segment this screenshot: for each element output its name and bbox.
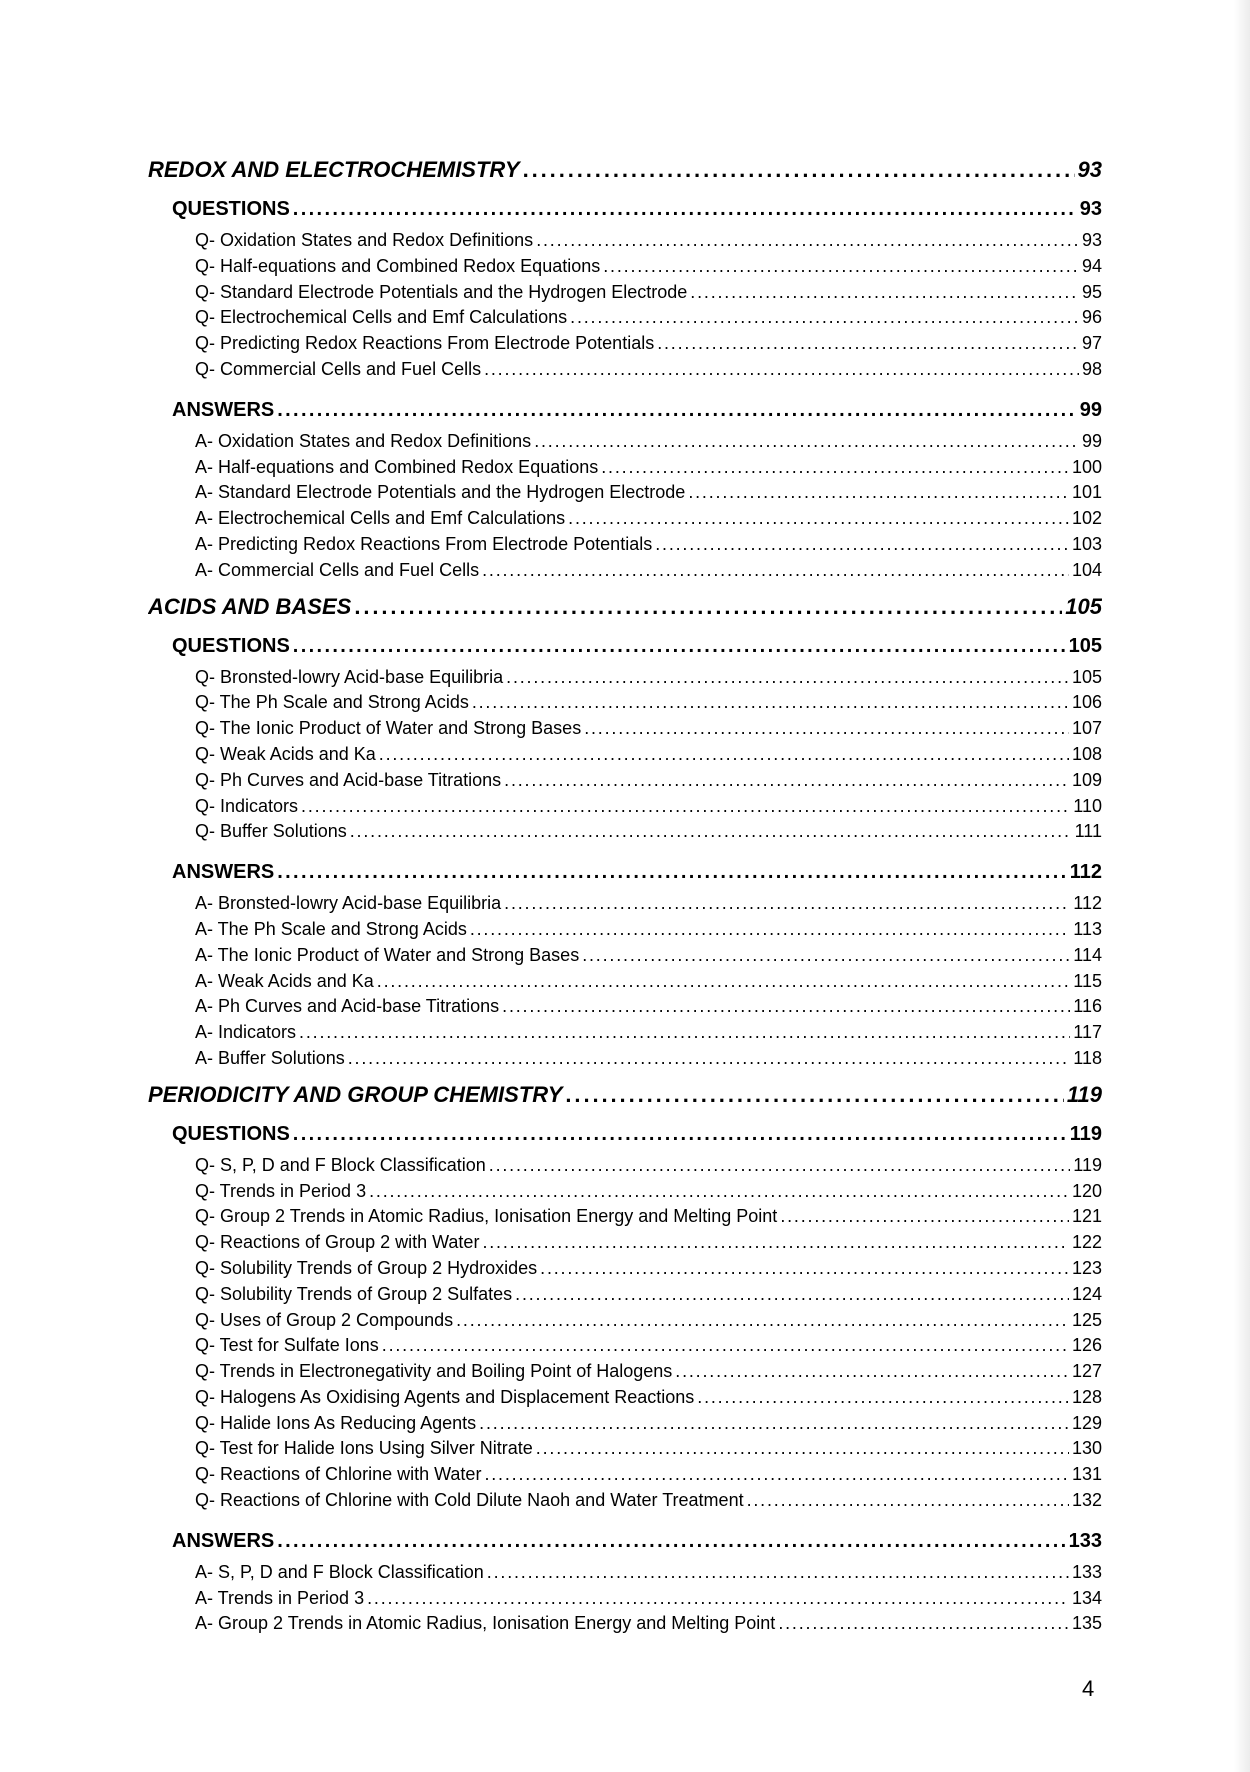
toc-chapter-entry[interactable] — [148, 586, 1102, 627]
toc-item-entry-page: 95 — [1081, 281, 1102, 302]
dot-leader — [690, 280, 1079, 306]
dot-leader — [277, 391, 1077, 429]
toc-item-entry[interactable] — [148, 455, 1102, 481]
toc-item-entry-title: A- Ph Curves and Acid-base Titrations — [195, 996, 500, 1017]
toc-item-entry-title: A- Electrochemical Cells and Emf Calculations — [195, 508, 566, 529]
toc-chapter-entry[interactable] — [148, 1074, 1102, 1115]
dot-leader — [523, 149, 1075, 190]
toc-item-entry-title: Q- Buffer Solutions — [195, 821, 347, 842]
toc-chapter-entry-title: ACIDS AND BASES — [148, 593, 352, 619]
dot-leader — [489, 1153, 1071, 1179]
toc-item-entry-page: 125 — [1071, 1309, 1102, 1330]
toc-item-entry-page: 121 — [1071, 1206, 1102, 1227]
dot-leader — [778, 1611, 1069, 1637]
toc-item-entry-title: Q- Indicators — [195, 795, 299, 816]
toc-item-entry-page: 130 — [1071, 1438, 1102, 1459]
toc-item-entry-page: 109 — [1071, 769, 1102, 790]
toc-item-entry-title: A- Group 2 Trends in Atomic Radius, Ionisation Energy and Melting Point — [195, 1613, 776, 1634]
toc-item-entry-page: 98 — [1081, 358, 1102, 379]
toc-item-entry[interactable] — [148, 331, 1102, 357]
dot-leader — [472, 690, 1069, 716]
toc-item-entry-title: Q- Bronsted-lowry Acid-base Equilibria — [195, 666, 504, 687]
toc-item-entry-title: Q- Commercial Cells and Fuel Cells — [195, 358, 482, 379]
dot-leader — [350, 819, 1072, 845]
toc-item-entry-page: 127 — [1071, 1361, 1102, 1382]
toc-item-entry[interactable] — [148, 1359, 1102, 1385]
toc-item-entry-title: A- Oxidation States and Redox Definitions — [195, 430, 532, 451]
toc-item-entry[interactable] — [148, 742, 1102, 768]
toc-item-entry[interactable] — [148, 943, 1102, 969]
dot-leader — [502, 994, 1070, 1020]
toc-item-entry-title: Q- Solubility Trends of Group 2 Hydroxides — [195, 1257, 538, 1278]
toc-item-entry-title: A- Commercial Cells and Fuel Cells — [195, 559, 480, 580]
dot-leader — [747, 1488, 1069, 1514]
dot-leader — [487, 1560, 1069, 1586]
toc-item-entry[interactable] — [148, 1046, 1102, 1072]
dot-leader — [348, 1046, 1071, 1072]
toc-item-entry-page: 94 — [1081, 255, 1102, 276]
toc-item-entry-page: 97 — [1081, 333, 1102, 354]
dot-leader — [582, 943, 1070, 969]
toc-item-entry-title: A- Bronsted-lowry Acid-base Equilibria — [195, 893, 502, 914]
dot-leader — [568, 506, 1069, 532]
dot-leader — [584, 716, 1069, 742]
toc-item-entry-page: 134 — [1071, 1587, 1102, 1608]
toc-item-entry[interactable] — [148, 1385, 1102, 1411]
toc-item-entry[interactable] — [148, 1308, 1102, 1334]
toc-group-entry-title: ANSWERS — [172, 398, 275, 421]
toc-item-entry-title: A- Weak Acids and Ka — [195, 970, 374, 991]
toc-item-entry[interactable] — [148, 994, 1102, 1020]
toc-item-entry-title: Q- Reactions of Chlorine with Cold Dilute Naoh and Water Treatment — [195, 1490, 744, 1511]
dot-leader — [277, 1522, 1065, 1560]
toc-item-entry-title: Q- Reactions of Chlorine with Water — [195, 1464, 482, 1485]
toc-item-entry[interactable] — [148, 1611, 1102, 1637]
toc-item-entry-page: 106 — [1071, 692, 1102, 713]
toc-item-entry-page: 101 — [1071, 482, 1102, 503]
toc-item-entry-title: A- The Ph Scale and Strong Acids — [195, 918, 467, 939]
dot-leader — [277, 853, 1067, 891]
toc-item-entry[interactable] — [148, 480, 1102, 506]
toc-item-entry-title: Q- The Ionic Product of Water and Strong Bases — [195, 718, 582, 739]
toc-item-entry-page: 128 — [1071, 1386, 1102, 1407]
toc-chapter-entry-page: 119 — [1066, 1081, 1102, 1107]
toc-group-entry[interactable] — [148, 1115, 1102, 1153]
dot-leader — [482, 558, 1069, 584]
toc-group-entry-page: 119 — [1069, 1122, 1102, 1145]
toc-item-entry[interactable] — [148, 917, 1102, 943]
toc-item-entry-title: Q- Reactions of Group 2 with Water — [195, 1232, 480, 1253]
toc-item-entry[interactable] — [148, 969, 1102, 995]
toc-item-entry-page: 135 — [1071, 1613, 1102, 1634]
toc-item-entry[interactable] — [148, 665, 1102, 691]
toc-group-entry-page: 93 — [1079, 198, 1102, 220]
toc-group-entry[interactable] — [148, 391, 1102, 429]
toc-item-entry-title: A- Predicting Redox Reactions From Electrode Potentials — [195, 533, 653, 554]
toc-item-entry-page: 110 — [1073, 795, 1102, 816]
toc-item-entry[interactable] — [148, 1411, 1102, 1437]
toc-item-entry-page: 99 — [1081, 430, 1102, 451]
group-spacer — [148, 383, 1102, 391]
toc-item-entry-page: 102 — [1071, 508, 1102, 529]
toc-group-entry-title: ANSWERS — [172, 1529, 275, 1552]
dot-leader — [293, 190, 1077, 228]
toc-group-entry-title: QUESTIONS — [172, 634, 290, 657]
toc-item-entry-page: 107 — [1071, 718, 1102, 739]
dot-leader — [456, 1308, 1069, 1334]
toc-item-entry[interactable] — [148, 1282, 1102, 1308]
toc-item-entry[interactable] — [148, 1204, 1102, 1230]
toc-item-entry-page: 120 — [1071, 1180, 1102, 1201]
toc-item-entry[interactable] — [148, 819, 1102, 845]
toc-item-entry-title: Q- Solubility Trends of Group 2 Sulfates — [195, 1283, 513, 1304]
toc-item-entry[interactable] — [148, 1462, 1102, 1488]
toc-item-entry-page: 115 — [1073, 970, 1102, 991]
toc-item-entry-title: A- Buffer Solutions — [195, 1047, 345, 1068]
toc-item-entry-page: 119 — [1073, 1154, 1102, 1175]
dot-leader — [565, 1074, 1064, 1115]
dot-leader — [534, 429, 1079, 455]
toc-item-entry[interactable] — [148, 429, 1102, 455]
toc-item-entry-title: Q- Trends in Period 3 — [195, 1180, 367, 1201]
toc-item-entry-title: A- The Ionic Product of Water and Strong Bases — [195, 944, 580, 965]
toc-group-entry-page: 133 — [1068, 1529, 1102, 1552]
toc-chapter-entry-title: REDOX AND ELECTROCHEMISTRY — [148, 157, 520, 182]
dot-leader — [657, 331, 1079, 357]
toc-item-entry[interactable] — [148, 1586, 1102, 1612]
table-of-contents — [148, 147, 1102, 1637]
dot-leader — [780, 1204, 1069, 1230]
toc-item-entry[interactable] — [148, 1153, 1102, 1179]
dot-leader — [484, 1462, 1069, 1488]
toc-item-entry[interactable] — [148, 1179, 1102, 1205]
dot-leader — [354, 586, 1062, 627]
toc-item-entry-title: Q- Half-equations and Combined Redox Equations — [195, 255, 601, 276]
toc-item-entry[interactable] — [148, 1256, 1102, 1282]
group-spacer — [148, 1514, 1102, 1522]
toc-item-entry-title: A- S, P, D and F Block Classification — [195, 1561, 484, 1582]
toc-chapter-entry-title: PERIODICITY AND GROUP CHEMISTRY — [148, 1081, 563, 1107]
toc-item-entry[interactable] — [148, 1230, 1102, 1256]
toc-group-entry[interactable] — [148, 627, 1102, 665]
dot-leader — [675, 1359, 1069, 1385]
toc-item-entry[interactable] — [148, 1333, 1102, 1359]
toc-group-entry-title: ANSWERS — [172, 861, 275, 884]
toc-item-entry-page: 93 — [1081, 230, 1102, 250]
dot-leader — [479, 1411, 1069, 1437]
toc-item-entry-page: 116 — [1073, 996, 1102, 1017]
toc-item-entry[interactable] — [148, 506, 1102, 532]
toc-item-entry-title: Q- The Ph Scale and Strong Acids — [195, 692, 469, 713]
toc-item-entry-page: 132 — [1071, 1490, 1102, 1511]
toc-item-entry-page: 114 — [1073, 944, 1102, 965]
toc-item-entry-page: 131 — [1071, 1464, 1102, 1485]
toc-item-entry[interactable] — [148, 1436, 1102, 1462]
toc-item-entry[interactable] — [148, 228, 1102, 254]
toc-chapter-entry[interactable] — [148, 149, 1102, 190]
toc-item-entry-page: 103 — [1071, 533, 1102, 554]
dot-leader — [515, 1282, 1069, 1308]
dot-leader — [536, 1436, 1069, 1462]
toc-item-entry-page: 100 — [1071, 456, 1102, 477]
toc-item-entry-title: Q- Electrochemical Cells and Emf Calculations — [195, 307, 568, 328]
toc-item-entry[interactable] — [148, 768, 1102, 794]
dot-leader — [369, 1179, 1069, 1205]
toc-group-entry[interactable] — [148, 190, 1102, 228]
toc-item-entry[interactable] — [148, 532, 1102, 558]
toc-item-entry[interactable] — [148, 1560, 1102, 1586]
dot-leader — [299, 1020, 1070, 1046]
page-edge-shadow — [1234, 0, 1250, 1772]
toc-group-entry[interactable] — [148, 1522, 1102, 1560]
toc-group-entry-page: 99 — [1079, 398, 1102, 421]
toc-item-entry-title: Q- Group 2 Trends in Atomic Radius, Ionisation Energy and Melting Point — [195, 1206, 778, 1227]
dot-leader — [482, 1230, 1069, 1256]
toc-item-entry-page: 111 — [1074, 821, 1102, 842]
toc-item-entry-page: 96 — [1081, 307, 1102, 328]
toc-item-entry-page: 118 — [1073, 1047, 1102, 1068]
dot-leader — [293, 1115, 1067, 1153]
toc-item-entry-page: 129 — [1071, 1412, 1102, 1433]
toc-group-entry-title: QUESTIONS — [172, 198, 290, 220]
dot-leader — [377, 969, 1071, 995]
toc-item-entry[interactable] — [148, 357, 1102, 383]
toc-item-entry-page: 117 — [1073, 1022, 1102, 1043]
dot-leader — [603, 254, 1079, 280]
toc-item-entry-title: Q- Trends in Electronegativity and Boiling Point of Halogens — [195, 1361, 673, 1382]
toc-item-entry-title: A- Trends in Period 3 — [195, 1587, 365, 1608]
toc-item-entry-title: Q- Oxidation States and Redox Definitions — [195, 230, 534, 250]
dot-leader — [540, 1256, 1069, 1282]
dot-leader — [504, 891, 1070, 917]
toc-item-entry-page: 104 — [1071, 559, 1102, 580]
toc-item-entry-page: 123 — [1071, 1257, 1102, 1278]
dot-leader — [379, 742, 1069, 768]
toc-item-entry-page: 113 — [1073, 918, 1102, 939]
dot-leader — [484, 357, 1079, 383]
toc-item-entry[interactable] — [148, 716, 1102, 742]
toc-chapter-entry-page: 93 — [1077, 157, 1102, 182]
dot-leader — [301, 794, 1070, 820]
toc-group-entry-page: 105 — [1068, 634, 1102, 657]
toc-item-entry-title: A- Half-equations and Combined Redox Equations — [195, 456, 599, 477]
toc-item-entry-page: 108 — [1071, 743, 1102, 764]
group-spacer — [148, 845, 1102, 853]
dot-leader — [293, 627, 1066, 665]
dot-leader — [655, 532, 1069, 558]
toc-item-entry-title: Q- Halogens As Oxidising Agents and Displacement Reactions — [195, 1386, 695, 1407]
toc-item-entry[interactable] — [148, 254, 1102, 280]
toc-item-entry-title: A- Standard Electrode Potentials and the Hydrogen Electrode — [195, 482, 686, 503]
toc-group-entry-page: 112 — [1069, 861, 1102, 884]
dot-leader — [536, 228, 1079, 254]
toc-group-entry[interactable] — [148, 853, 1102, 891]
toc-item-entry-title: Q- Uses of Group 2 Compounds — [195, 1309, 454, 1330]
toc-item-entry[interactable] — [148, 1488, 1102, 1514]
toc-item-entry[interactable] — [148, 305, 1102, 331]
dot-leader — [504, 768, 1069, 794]
dot-leader — [506, 665, 1069, 691]
dot-leader — [367, 1586, 1069, 1612]
dot-leader — [601, 455, 1069, 481]
toc-item-entry-title: Q- Halide Ions As Reducing Agents — [195, 1412, 477, 1433]
dot-leader — [470, 917, 1070, 943]
toc-item-entry[interactable] — [148, 794, 1102, 820]
toc-item-entry-page: 105 — [1071, 666, 1102, 687]
toc-item-entry-title: Q- Predicting Redox Reactions From Electrode Potentials — [195, 333, 655, 354]
dot-leader — [688, 480, 1069, 506]
toc-item-entry-title: Q- Test for Sulfate Ions — [195, 1335, 379, 1356]
toc-item-entry-title: Q- Standard Electrode Potentials and the Hydrogen Electrode — [195, 281, 688, 302]
toc-item-entry-title: Q- Weak Acids and Ka — [195, 743, 376, 764]
toc-item-entry-page: 112 — [1073, 893, 1102, 914]
toc-item-entry-page: 126 — [1071, 1335, 1102, 1356]
dot-leader — [697, 1385, 1069, 1411]
dot-leader — [570, 305, 1079, 331]
dot-leader — [382, 1333, 1069, 1359]
toc-item-entry[interactable] — [148, 891, 1102, 917]
toc-item-entry-title: A- Indicators — [195, 1022, 297, 1043]
toc-group-entry-title: QUESTIONS — [172, 1122, 290, 1145]
toc-item-entry-page: 133 — [1071, 1561, 1102, 1582]
toc-item-entry[interactable] — [148, 558, 1102, 584]
toc-item-entry-title: Q- S, P, D and F Block Classification — [195, 1154, 486, 1175]
toc-item-entry[interactable] — [148, 1020, 1102, 1046]
toc-item-entry-title: Q- Test for Halide Ions Using Silver Nitrate — [195, 1438, 533, 1459]
toc-item-entry-title: Q- Ph Curves and Acid-base Titrations — [195, 769, 502, 790]
page-number: 4 — [1082, 1676, 1095, 1701]
toc-item-entry-page: 124 — [1071, 1283, 1102, 1304]
toc-chapter-entry-page: 105 — [1065, 593, 1102, 619]
toc-item-entry[interactable] — [148, 280, 1102, 306]
toc-item-entry[interactable] — [148, 690, 1102, 716]
toc-item-entry-page: 122 — [1071, 1232, 1102, 1253]
